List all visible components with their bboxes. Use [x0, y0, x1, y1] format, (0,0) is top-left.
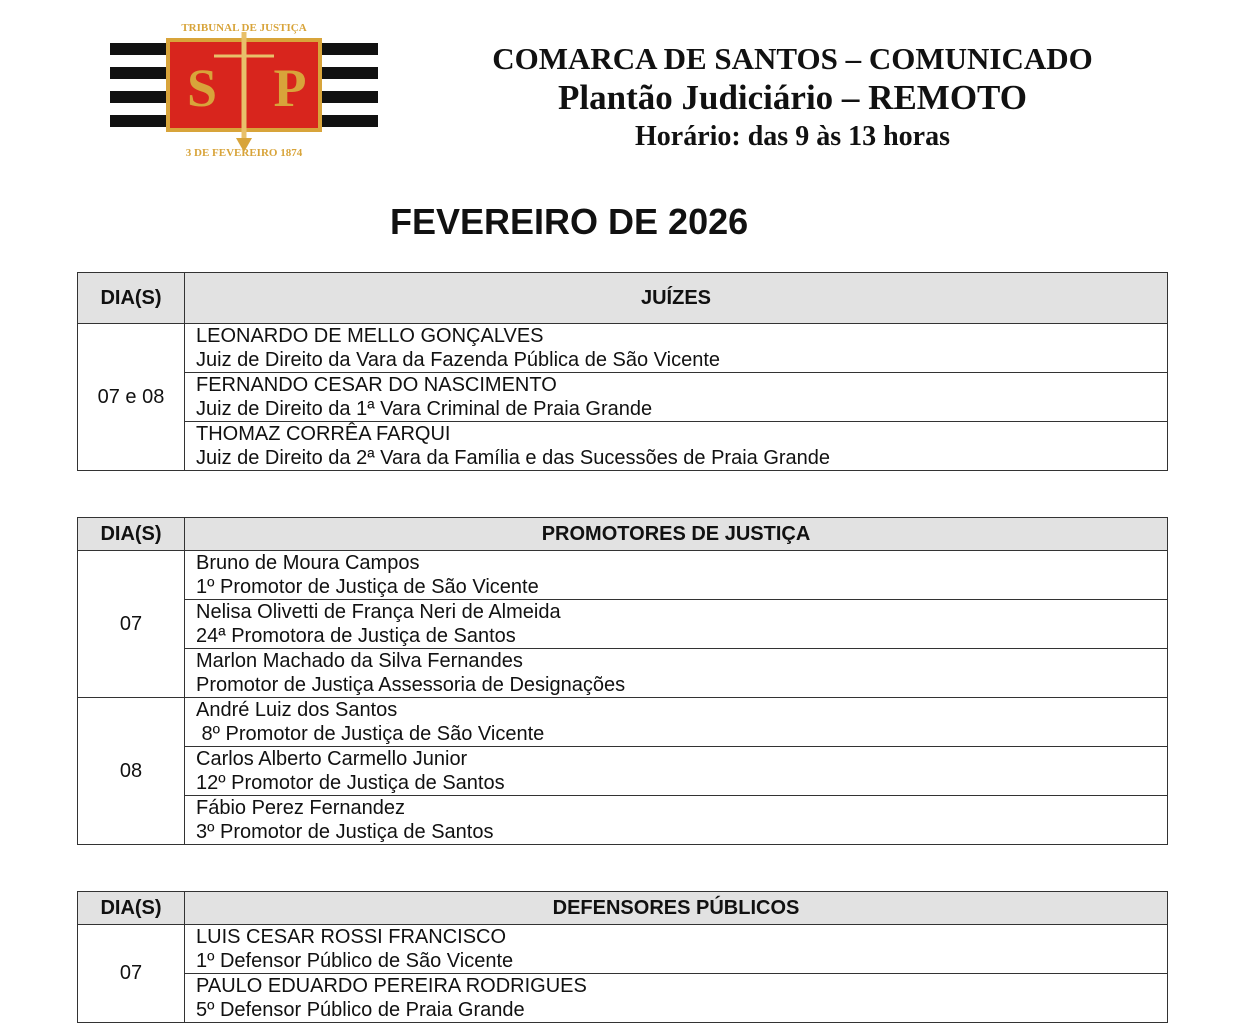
person-cell: [185, 600, 1168, 649]
day-cell: 07: [78, 551, 185, 698]
person-role: 5º Defensor Público de Praia Grande: [196, 999, 525, 1021]
person-cell: [185, 796, 1168, 845]
person-cell: [185, 551, 1168, 600]
day-column-header: DIA(S): [78, 518, 185, 551]
day-cell: 07 e 08: [78, 324, 185, 471]
person-name: André Luiz dos Santos: [196, 699, 398, 721]
person-role: 8º Promotor de Justiça de São Vicente: [196, 723, 545, 745]
person-cell: [185, 974, 1168, 1023]
prosecutors-column-header: PROMOTORES DE JUSTIÇA: [185, 518, 1168, 551]
person-role: 1º Defensor Público de São Vicente: [196, 950, 514, 972]
person-role: 12º Promotor de Justiça de Santos: [196, 772, 505, 794]
day-column-header: DIA(S): [78, 892, 185, 925]
person-cell: [185, 324, 1168, 373]
person-role: Juiz de Direito da 1ª Vara Criminal de Praia Grande: [196, 398, 653, 420]
person-name: Fábio Perez Fernandez: [196, 797, 406, 819]
header-line-2: Plantão Judiciário – REMOTO: [558, 78, 1027, 117]
judges-column-header: JUÍZES: [185, 273, 1168, 324]
person-name: Nelisa Olivetti de França Neri de Almeida: [196, 601, 561, 623]
tjsp-seal-icon: [110, 18, 378, 163]
person-cell: [185, 747, 1168, 796]
month-title: FEVEREIRO DE 2026: [390, 201, 749, 242]
person-role: 3º Promotor de Justiça de Santos: [196, 821, 494, 843]
person-role: 1º Promotor de Justiça de São Vicente: [196, 576, 539, 598]
person-role: 24ª Promotora de Justiça de Santos: [196, 625, 516, 647]
person-name: Bruno de Moura Campos: [196, 552, 420, 574]
day-cell: 07: [78, 925, 185, 1023]
person-role: Juiz de Direito da Vara da Fazenda Pública de São Vicente: [196, 349, 721, 371]
person-cell: [185, 373, 1168, 422]
person-name: THOMAZ CORRÊA FARQUI: [196, 423, 451, 445]
defenders-column-header: DEFENSORES PÚBLICOS: [185, 892, 1168, 925]
person-cell: [185, 649, 1168, 698]
person-cell: [185, 698, 1168, 747]
header-line-1: COMARCA DE SANTOS – COMUNICADO: [492, 41, 1093, 76]
person-role: Juiz de Direito da 2ª Vara da Família e das Sucessões de Praia Grande: [196, 447, 831, 469]
document-header: [440, 40, 1145, 156]
person-name: FERNANDO CESAR DO NASCIMENTO: [196, 374, 557, 396]
logo-letter-right: P: [273, 58, 307, 118]
logo-bottom-text: 3 DE FEVEREIRO 1874: [185, 147, 303, 159]
person-name: Carlos Alberto Carmello Junior: [196, 748, 468, 770]
logo-top-text: TRIBUNAL DE JUSTIÇA: [181, 22, 307, 34]
person-cell: [185, 925, 1168, 974]
person-name: Marlon Machado da Silva Fernandes: [196, 650, 523, 672]
person-role: Promotor de Justiça Assessoria de Designações: [196, 674, 626, 696]
person-name: LEONARDO DE MELLO GONÇALVES: [196, 325, 544, 347]
prosecutors-table: [77, 517, 1168, 845]
day-column-header: DIA(S): [78, 273, 185, 324]
day-cell: 08: [78, 698, 185, 845]
public-defenders-table: [77, 891, 1168, 1023]
judges-table: [77, 272, 1168, 471]
logo-letter-left: S: [186, 58, 218, 118]
header-line-3: Horário: das 9 às 13 horas: [635, 121, 950, 152]
person-cell: [185, 422, 1168, 471]
person-name: LUIS CESAR ROSSI FRANCISCO: [196, 926, 507, 948]
person-name: PAULO EDUARDO PEREIRA RODRIGUES: [196, 975, 587, 997]
